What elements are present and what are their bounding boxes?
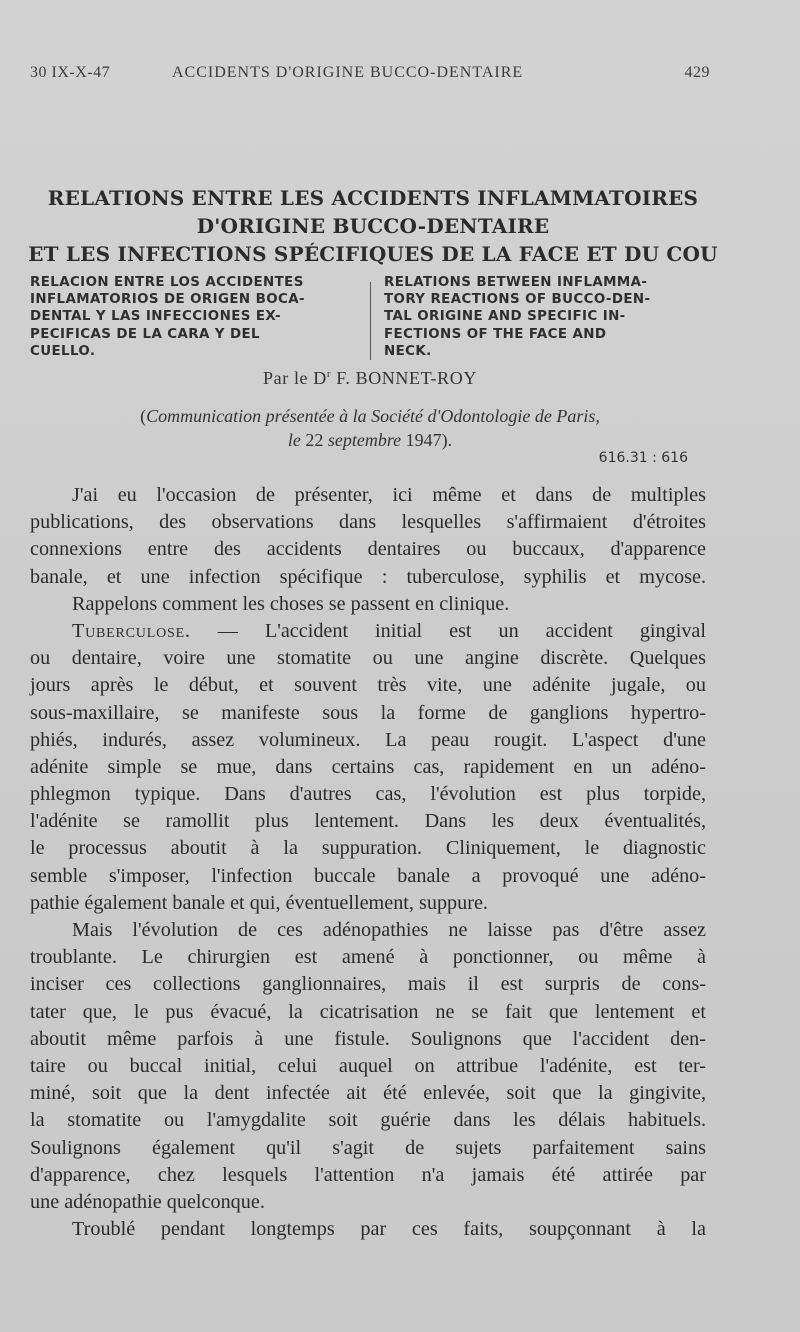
body-line: miné, soit que la dent infectée ait été enlevée, soit que la gingivite,: [30, 1082, 706, 1105]
body-line: d'apparence, chez lesquels l'attention n'a jamais été attirée par: [30, 1163, 706, 1186]
communication-month: septembre: [327, 430, 402, 450]
english-title: [384, 274, 734, 360]
header-title: ACCIDENTS D'ORIGINE BUCCO-DENTAIRE: [172, 64, 524, 81]
body-line: le processus aboutit à la suppuration. Cliniquement, le diagnostic: [30, 837, 706, 860]
title-line-1: RELATIONS ENTRE LES ACCIDENTS INFLAMMATOIRES: [47, 186, 699, 210]
body-line: adénite simple se mue, dans certains cas, rapidement en un adéno-: [30, 755, 706, 778]
body-line: tater que, le pus évacué, la cicatrisation ne se fait que lentement et: [30, 1000, 706, 1023]
title-line-2: D'ORIGINE BUCCO-DENTAIRE: [196, 214, 550, 238]
body-line: phlegmon typique. Dans d'autres cas, l'évolution est plus torpide,: [30, 783, 706, 806]
english-title-line: TORY REACTIONS OF BUCCO-DEN-: [384, 292, 651, 308]
body-line: semble s'imposer, l'infection buccale banale a provoqué une adéno-: [30, 864, 706, 887]
body-line: banale, et une infection spécifique : tuberculose, syphilis et mycose.: [30, 565, 706, 588]
article-title: [28, 184, 718, 268]
body-line: taire ou buccal initial, celui auquel on attribue l'adénite, est ter-: [30, 1054, 706, 1077]
body-line: ou dentaire, voire une stomatite ou une angine discrète. Quelques: [30, 647, 706, 670]
title-line-3: ET LES INFECTIONS SPÉCIFIQUES DE LA FACE ET DU COU: [28, 242, 718, 266]
body-line: sous-maxillaire, se manifeste sous la forme de ganglions hypertro-: [30, 701, 706, 724]
communication-year: 1947).: [405, 430, 453, 450]
article-body: [30, 482, 706, 1243]
body-line: inciser ces collections ganglionnaires, mais il est surpris de cons-: [30, 973, 706, 996]
body-line: pathie également banale et qui, éventuellement, suppure.: [30, 891, 488, 914]
classification-code: 616.31 : 616: [598, 450, 688, 466]
header-date: 30 IX-X-47: [30, 64, 111, 81]
english-title-line: RELATIONS BETWEEN INFLAMMA-: [384, 275, 648, 290]
body-line: publications, des observations dans lesquelles s'affirmaient d'étroites: [30, 511, 706, 534]
body-line: Mais l'évolution de ces adénopathies ne laisse pas d'être assez: [72, 919, 706, 941]
body-line: une adénopathie quelconque.: [30, 1190, 265, 1213]
author-name: F. BONNET-ROY: [336, 368, 477, 388]
communication-day: 22: [305, 430, 324, 450]
spanish-title-line: RELACION ENTRE LOS ACCIDENTES: [30, 275, 304, 290]
author-prefix: Par le D: [263, 368, 327, 388]
spanish-title-line: DENTAL Y LAS INFECCIONES EX-: [30, 309, 281, 325]
page-number: 429: [684, 64, 710, 81]
section-heading-tuberculose: Tuberculose.: [72, 619, 191, 642]
body-line: [30, 618, 706, 645]
english-title-line: FECTIONS OF THE FACE AND: [384, 326, 607, 342]
body-line: Soulignons également qu'il s'agit de sujets parfaitement sains: [30, 1136, 706, 1159]
spanish-title-line: PECIFICAS DE LA CARA Y DEL: [30, 326, 260, 342]
english-title-line: TAL ORIGINE AND SPECIFIC IN-: [384, 309, 626, 325]
body-line: phiés, indurés, assez volumineux. La peau rougit. L'aspect d'une: [30, 728, 706, 751]
communication-note: [40, 404, 700, 452]
body-line: Troublé pendant longtemps par ces faits, soupçonnant à la: [72, 1218, 706, 1241]
body-line: connexions entre des accidents dentaires ou buccaux, d'apparence: [30, 538, 706, 561]
body-line-text: — L'accident initial est un accident gingival: [217, 619, 706, 642]
column-divider: [370, 282, 371, 360]
body-line: jours après le début, et souvent très vite, une adénite jugale, ou: [30, 674, 706, 697]
communication-line-1: Communication présentée à la Société d'Odontologie de Paris,: [146, 406, 600, 426]
communication-le: le: [287, 430, 301, 450]
running-head: [30, 64, 710, 88]
body-line: Rappelons comment les choses se passent en clinique.: [72, 592, 510, 615]
spanish-title: [30, 274, 380, 360]
body-line: la stomatite ou l'amygdalite soit guérie dans les délais habituels.: [30, 1109, 706, 1132]
communication-open: (: [140, 406, 147, 426]
english-title-line: NECK.: [384, 343, 432, 359]
author-title-sup: r: [326, 368, 332, 380]
author-line: [0, 368, 740, 389]
body-line: l'adénite se ramollit plus lentement. Dans les deux éventualités,: [30, 810, 706, 833]
body-line: J'ai eu l'occasion de présenter, ici même et dans de multiples: [72, 484, 706, 506]
body-line: troublante. Le chirurgien est amené à ponctionner, ou même à: [30, 946, 706, 969]
spanish-title-line: INFLAMATORIOS DE ORIGEN BOCA-: [30, 292, 305, 308]
spanish-title-line: CUELLO.: [30, 343, 96, 359]
body-line: aboutit même parfois à une fistule. Soulignons que l'accident den-: [30, 1027, 706, 1050]
